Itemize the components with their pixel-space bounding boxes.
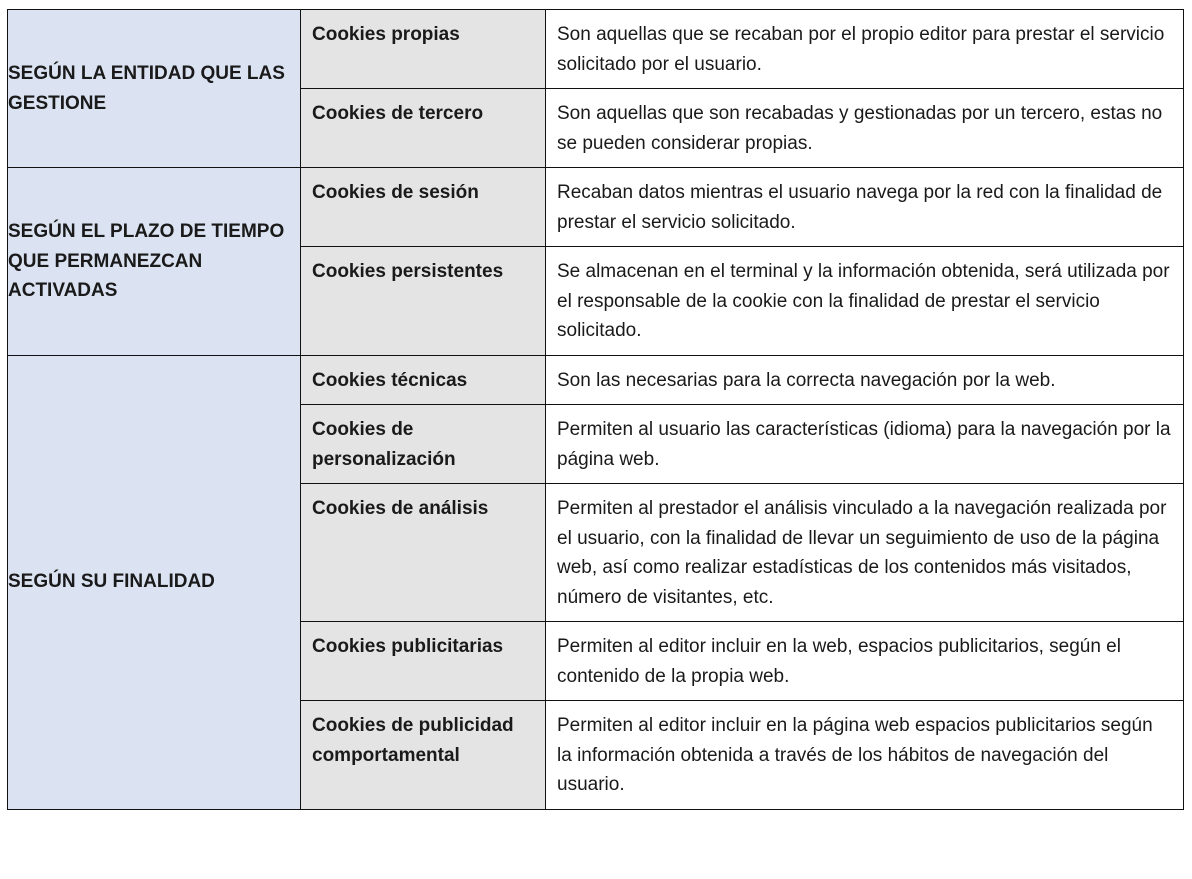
cookie-type-cell: [301, 168, 546, 247]
cookie-type-cell: [301, 405, 546, 484]
group-label-cell: [8, 168, 301, 356]
cookie-type: Cookies publicitarias: [312, 636, 504, 657]
cookie-type: Cookies persistentes: [312, 261, 504, 282]
cookie-description: Recaban datos mientras el usuario navega por la red con la finalidad de prestar el servicio solicitado.: [557, 182, 1163, 233]
cookie-description-cell: [546, 405, 1184, 484]
cookie-description: Permiten al editor incluir en la página web espacios publicitarios según la información obtenida a través de los hábitos de navegación del usuario.: [557, 715, 1153, 795]
cookie-type: Cookies propias: [312, 24, 460, 45]
cookie-description: Se almacenan en el terminal y la información obtenida, será utilizada por el responsable de la cookie con la finalidad de prestar el servicio solicitado.: [557, 261, 1170, 341]
cookie-type-cell: [301, 484, 546, 622]
cookie-description: Permiten al editor incluir en la web, espacios publicitarios, según el contenido de la propia web.: [557, 636, 1121, 687]
cookie-type-cell: [301, 622, 546, 701]
cookie-description: Son aquellas que son recabadas y gestionadas por un tercero, estas no se pueden considerar propias.: [557, 103, 1163, 154]
cookie-description-cell: [546, 701, 1184, 810]
cookie-description: Son aquellas que se recaban por el propio editor para prestar el servicio solicitado por el usuario.: [557, 24, 1165, 75]
cookie-type-cell: [301, 701, 546, 810]
table-row: [8, 355, 1184, 405]
table-row: [8, 168, 1184, 247]
cookie-description: Son las necesarias para la correcta navegación por la web.: [557, 369, 1056, 391]
cookie-classification-table: [7, 9, 1184, 810]
table-row: [8, 10, 1184, 89]
cookie-description-cell: [546, 89, 1184, 168]
cookie-description: Permiten al prestador el análisis vinculado a la navegación realizada por el usuario, con la finalidad de llevar un seguimiento de uso de la página web, así como realizar estadísticas de los contenidos más visitados, número de visitantes, etc.: [557, 498, 1167, 608]
cookie-type-cell: [301, 10, 546, 89]
cookie-description-cell: [546, 10, 1184, 89]
cookie-description-cell: [546, 355, 1184, 405]
cookie-description-cell: [546, 484, 1184, 622]
group-label: SEGÚN SU FINALIDAD: [8, 571, 215, 593]
group-label-cell: [8, 355, 301, 809]
cookie-description-cell: [546, 168, 1184, 247]
cookie-type: Cookies de tercero: [312, 103, 484, 124]
group-label-cell: [8, 10, 301, 168]
cookie-type: Cookies de publicidad comportamental: [312, 715, 514, 766]
cookie-type-cell: [301, 247, 546, 356]
group-label: SEGÚN EL PLAZO DE TIEMPO QUE PERMANEZCAN ACTIVADAS: [8, 221, 285, 301]
cookie-type-cell: [301, 89, 546, 168]
group-label: SEGÚN LA ENTIDAD QUE LAS GESTIONE: [8, 63, 285, 114]
cookie-type: Cookies de personalización: [312, 419, 456, 470]
cookie-type: Cookies de análisis: [312, 498, 489, 519]
cookie-description-cell: [546, 622, 1184, 701]
cookie-type: Cookies técnicas: [312, 369, 468, 391]
cookie-description-cell: [546, 247, 1184, 356]
cookie-description: Permiten al usuario las características (idioma) para la navegación por la página web.: [557, 419, 1171, 470]
cookie-type: Cookies de sesión: [312, 182, 479, 203]
cookie-type-cell: [301, 355, 546, 405]
